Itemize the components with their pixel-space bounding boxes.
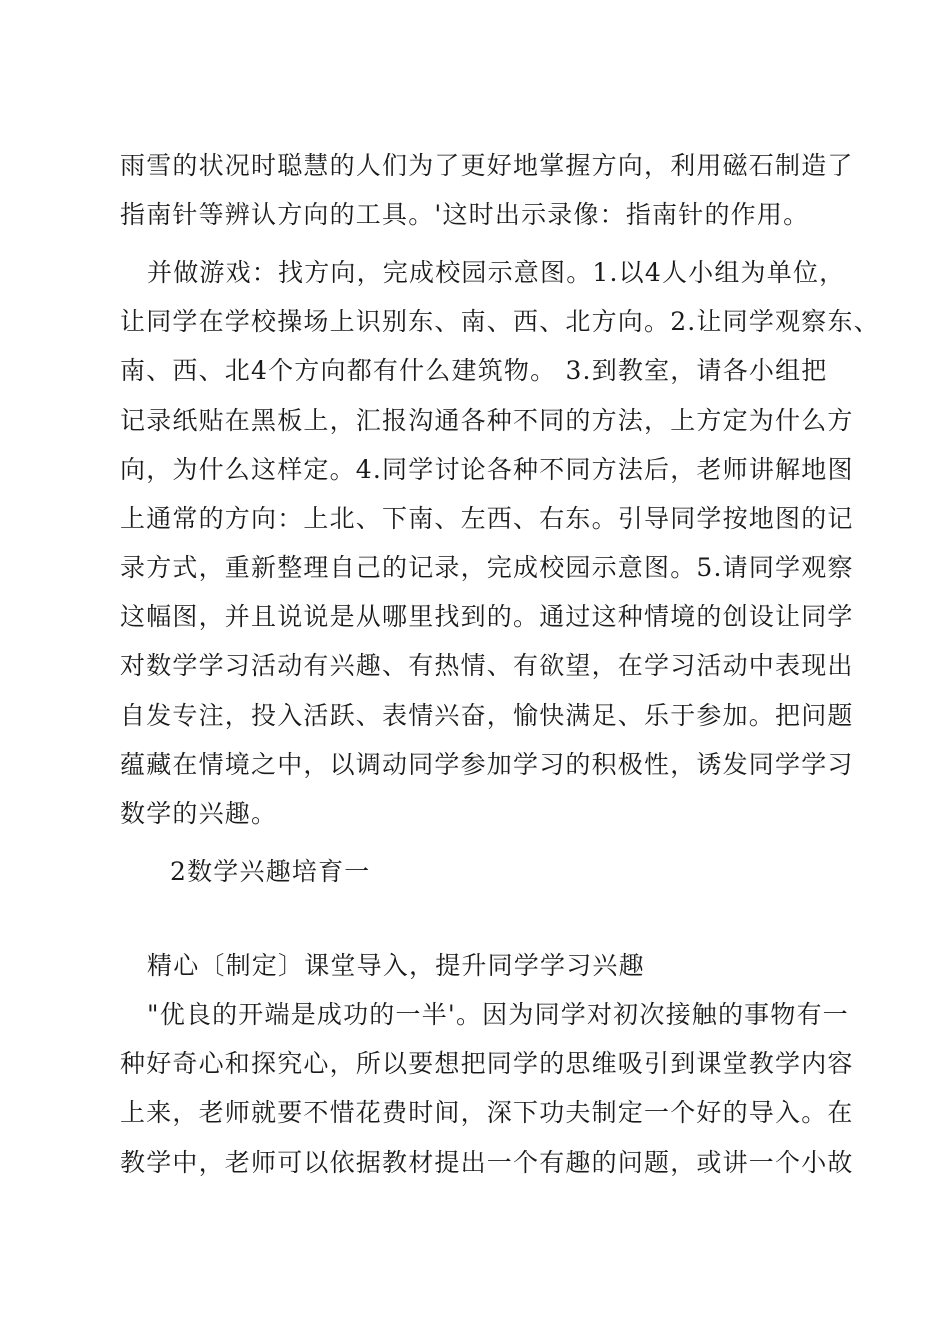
text-line: 对数学学习活动有兴趣、有热情、有欲望，在学习活动中表现出 [120,651,854,680]
section-heading: 2数学兴趣培育一 [170,857,371,886]
text-line: 并做游戏：找方向，完成校园示意图。1.以4人小组为单位， [147,258,846,287]
text-line: 雨雪的状况时聪慧的人们为了更好地掌握方向，利用磁石制造了 [120,151,854,180]
text-line: 让同学在学校操场上识别东、南、西、北方向。2.让同学观察东、 [120,307,880,336]
text-line: "优良的开端是成功的一半'。因为同学对初次接触的事物有一 [147,1000,849,1029]
text-line: 记录纸贴在黑板上，汇报沟通各种不同的方法，上方定为什么方 [120,406,854,435]
text-line: 录方式，重新整理自己的记录，完成校园示意图。5.请同学观察 [120,553,854,582]
text-line: 教学中，老师可以依据教材提出一个有趣的问题，或讲一个小故 [120,1148,854,1177]
text-line: 数学的兴趣。 [120,799,278,828]
text-line: 蕴藏在情境之中，以调动同学参加学习的积极性，诱发同学学习 [120,750,854,779]
text-line: 上通常的方向：上北、下南、左西、右东。引导同学按地图的记 [120,504,854,533]
text-line: 自发专注，投入活跃、表情兴奋，愉快满足、乐于参加。把问题 [120,701,854,730]
subheading: 精心〔制定〕课堂导入，提升同学学习兴趣 [147,951,645,980]
text-line: 上来，老师就要不惜花费时间，深下功夫制定一个好的导入。在 [120,1098,854,1127]
text-line: 指南针等辨认方向的工具。'这时出示录像：指南针的作用。 [120,200,810,229]
text-line: 这幅图，并且说说是从哪里找到的。通过这种情境的创设让同学 [120,602,854,631]
text-line: 向，为什么这样定。4.同学讨论各种不同方法后，老师讲解地图 [120,455,854,484]
text-line: 种好奇心和探究心，所以要想把同学的思维吸引到课堂教学内容 [120,1049,854,1078]
text-line: 南、西、北4个方向都有什么建筑物。 3.到教室，请各小组把 [120,356,828,385]
